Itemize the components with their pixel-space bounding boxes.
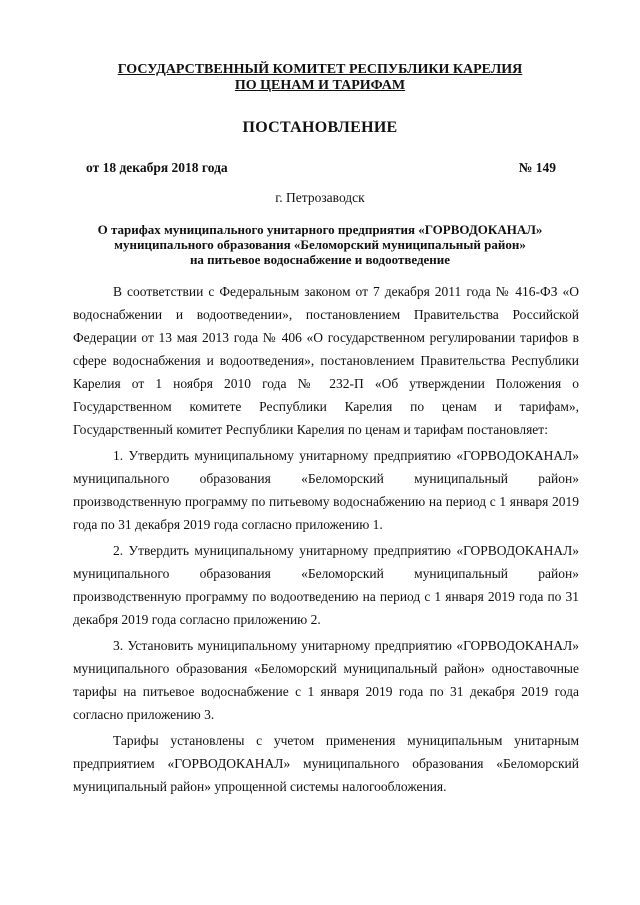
committee-name xyxy=(0,62,640,94)
item-3-paragraph: 3. Установить муниципальному унитарному предприятию «ГОРВОДОКАНАЛ» муниципального образования «Беломорский муниципальный район» одноставочные тарифы на питьевое водоснабжение с 1 января 2019 года по 31 декабря 2019 года согласно приложению 3. xyxy=(73,638,579,722)
document-body xyxy=(73,280,579,801)
item-2-paragraph: 2. Утвердить муниципальному унитарному предприятию «ГОРВОДОКАНАЛ» муниципального образования «Беломорский муниципальный район» производственную программу по водоотведению на период с 1 января 2019 года по 31 декабря 2019 года согласно приложению 2. xyxy=(73,543,579,627)
subject-line1: О тарифах муниципального унитарного предприятия «ГОРВОДОКАНАЛ» xyxy=(97,222,543,237)
document-type-title: ПОСТАНОВЛЕНИЕ xyxy=(242,119,398,136)
document-date: от 18 декабря 2018 года xyxy=(86,160,228,175)
date-number-line xyxy=(86,160,556,176)
tax-note-paragraph: Тарифы установлены с учетом применения муниципальным унитарным предприятием «ГОРВОДОКАНАЛ» муниципального образования «Беломорский муниципальный район» упрощенной системы налогообложения. xyxy=(73,733,579,794)
subject-line2: муниципального образования «Беломорский муниципальный район» xyxy=(114,237,526,252)
city: г. Петрозаводск xyxy=(275,190,365,205)
subject-line3: на питьевое водоснабжение и водоотведение xyxy=(189,252,451,267)
intro-paragraph: В соответствии с Федеральным законом от 7 декабря 2011 года № 416-ФЗ «О водоснабжении и водоотведении», постановлением Правительства Российской Федерации от 13 мая 2013 года № 406 «О государственном регулировании тарифов в сфере водоснабжения и водоотведения», постановлением Правительства Республики Карелия от 1 ноября 2010 года № 232-П «Об утверждении Положения о Государственном комитете Республики Карелия по ценам и тарифам», Государственный комитет Республики Карелия по ценам и тарифам постановляет: xyxy=(73,284,579,437)
subject-heading xyxy=(60,222,580,267)
item-1-paragraph: 1. Утвердить муниципальному унитарному предприятию «ГОРВОДОКАНАЛ» муниципального образования «Беломорский муниципальный район» производственную программу по питьевому водоснабжению на период с 1 января 2019 года по 31 декабря 2019 года согласно приложению 1. xyxy=(73,448,579,532)
committee-name-line2: ПО ЦЕНАМ И ТАРИФАМ xyxy=(234,78,406,93)
committee-name-line1: ГОСУДАРСТВЕННЫЙ КОМИТЕТ РЕСПУБЛИКИ КАРЕЛИЯ xyxy=(117,62,523,77)
document-number: № 149 xyxy=(518,160,556,175)
